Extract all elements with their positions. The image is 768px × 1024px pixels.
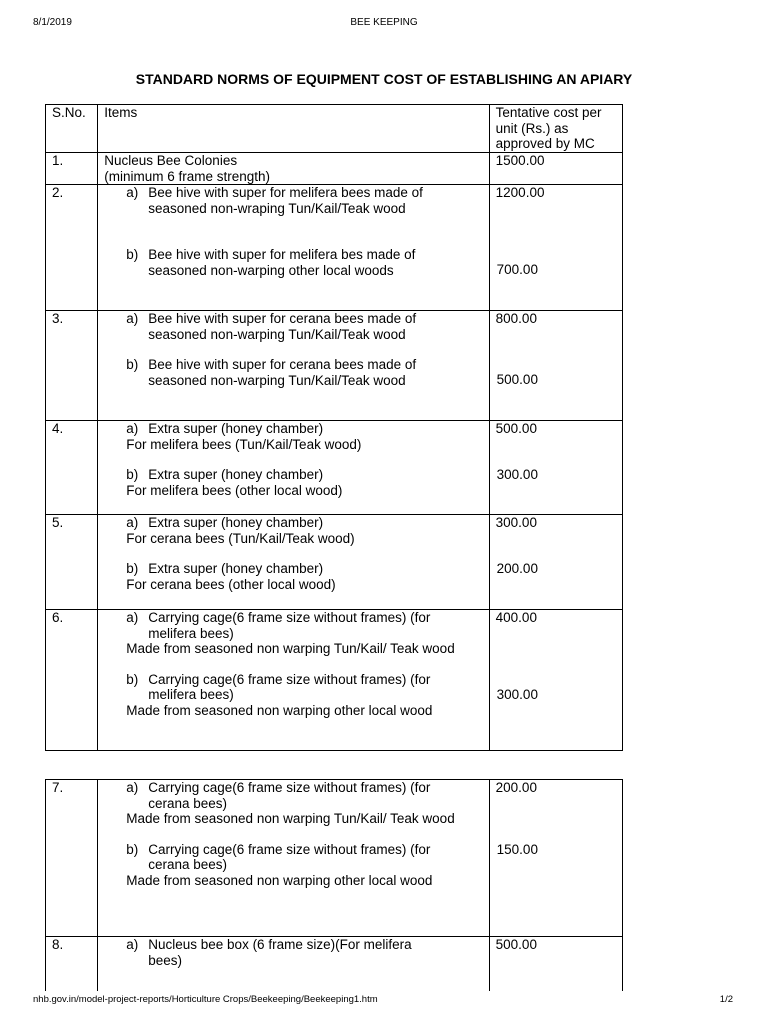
table-row bbox=[46, 311, 623, 421]
row-sno: 3. bbox=[46, 311, 98, 421]
row-sno: 6. bbox=[46, 610, 98, 751]
item-line: For melifera bees (Tun/Kail/Teak wood) bbox=[126, 436, 362, 452]
table-row bbox=[46, 610, 623, 751]
table-row bbox=[46, 515, 623, 610]
document-title: STANDARD NORMS OF EQUIPMENT COST OF ESTABLISHING AN APIARY bbox=[135, 71, 633, 87]
table-row bbox=[46, 185, 623, 311]
row-cost bbox=[489, 311, 622, 421]
row-items bbox=[98, 515, 489, 610]
item-line: For cerana bees (Tun/Kail/Teak wood) bbox=[126, 530, 355, 546]
item-line: Made from seasoned non warping other local wood bbox=[126, 702, 433, 718]
cost-b: 700.00 bbox=[496, 262, 538, 277]
footer-page-number: 1/2 bbox=[719, 994, 733, 1005]
item-line: Made from seasoned non warping other local wood bbox=[126, 872, 433, 888]
item-line: (minimum 6 frame strength) bbox=[104, 168, 271, 184]
equipment-cost-table-continued bbox=[45, 779, 623, 991]
row-cost bbox=[489, 610, 622, 751]
cost-a: 500.00 bbox=[495, 421, 537, 436]
row-cost: 1500.00 bbox=[489, 153, 622, 185]
sub-item-a: a) Bee hive with super for cerana bees made of seasoned non-warping Tun/Kail/Teak wood bbox=[126, 311, 417, 342]
item-line: Made from seasoned non warping Tun/Kail/ Teak wood bbox=[126, 641, 455, 656]
cost-b: 300.00 bbox=[496, 687, 538, 702]
row-cost bbox=[489, 515, 622, 610]
table-row bbox=[46, 153, 623, 185]
cost-b: 150.00 bbox=[496, 842, 538, 857]
sub-item-b: b) Extra super (honey chamber) bbox=[126, 467, 324, 482]
item-line: For melifera bees (other local wood) bbox=[126, 482, 343, 498]
cost-b: 200.00 bbox=[496, 561, 538, 576]
sub-item-b: b) Bee hive with super for melifera bes made of seasoned non-warping other local woods bbox=[126, 247, 416, 278]
row-cost bbox=[489, 780, 622, 937]
sub-item-b: b) Bee hive with super for cerana bees made of seasoned non-warping Tun/Kail/Teak wood bbox=[126, 357, 417, 388]
header-date: 8/1/2019 bbox=[33, 17, 72, 28]
equipment-cost-table bbox=[45, 104, 623, 751]
col-header-items: Items bbox=[98, 105, 489, 153]
footer-url: nhb.gov.in/model-project-reports/Horticulture Crops/Beekeeping/Beekeeping1.htm bbox=[33, 994, 378, 1005]
row-items bbox=[98, 610, 489, 751]
row-sno: 1. bbox=[46, 153, 98, 185]
row-sno: 5. bbox=[46, 515, 98, 610]
row-sno: 2. bbox=[46, 185, 98, 311]
table-header-row bbox=[46, 105, 623, 153]
cost-a: 1200.00 bbox=[495, 185, 545, 200]
table-row bbox=[46, 421, 623, 515]
cost-a: 300.00 bbox=[495, 515, 537, 530]
table-row bbox=[46, 937, 623, 991]
sub-item-a: a) Carrying cage(6 frame size without frames) (for melifera bees) bbox=[126, 610, 431, 641]
row-cost bbox=[489, 185, 622, 311]
table-row bbox=[46, 780, 623, 937]
cost-b: 300.00 bbox=[496, 467, 538, 482]
sub-item-b: b) Extra super (honey chamber) bbox=[126, 561, 324, 576]
col-header-sno: S.No. bbox=[46, 105, 98, 153]
row-sno: 8. bbox=[46, 937, 98, 991]
item-line: For cerana bees (other local wood) bbox=[126, 576, 336, 592]
col-header-cost: Tentative cost per unit (Rs.) as approved by MC bbox=[489, 105, 622, 153]
sub-item-b: b) Carrying cage(6 frame size without frames) (for melifera bees) bbox=[126, 671, 431, 702]
row-cost bbox=[489, 937, 622, 991]
row-items bbox=[98, 185, 489, 311]
item-line: Made from seasoned non warping Tun/Kail/ Teak wood bbox=[126, 811, 455, 826]
cost-a: 800.00 bbox=[495, 311, 537, 326]
sub-item-a: a) Bee hive with super for melifera bees made of seasoned non-wraping Tun/Kail/Teak wood bbox=[126, 185, 423, 216]
row-items bbox=[98, 937, 489, 991]
sub-item-a: a) Extra super (honey chamber) bbox=[126, 421, 324, 436]
sub-item-b: b) Carrying cage(6 frame size without frames) (for cerana bees) bbox=[126, 841, 431, 872]
row-items bbox=[98, 153, 489, 185]
cost-a: 400.00 bbox=[495, 610, 537, 625]
cost-a: 500.00 bbox=[495, 937, 537, 952]
row-items bbox=[98, 311, 489, 421]
row-items bbox=[98, 780, 489, 937]
row-sno: 7. bbox=[46, 780, 98, 937]
item-line: Nucleus Bee Colonies bbox=[104, 153, 238, 168]
sub-item-a: a) Extra super (honey chamber) bbox=[126, 515, 324, 530]
row-items bbox=[98, 421, 489, 515]
sub-item-a: a) Nucleus bee box (6 frame size)(For melifera bees) bbox=[126, 937, 412, 968]
cost-b: 500.00 bbox=[496, 372, 538, 387]
cost-a: 200.00 bbox=[495, 780, 537, 795]
header-title: BEE KEEPING bbox=[350, 17, 418, 28]
row-sno: 4. bbox=[46, 421, 98, 515]
row-cost bbox=[489, 421, 622, 515]
sub-item-a: a) Carrying cage(6 frame size without frames) (for cerana bees) bbox=[126, 780, 431, 811]
